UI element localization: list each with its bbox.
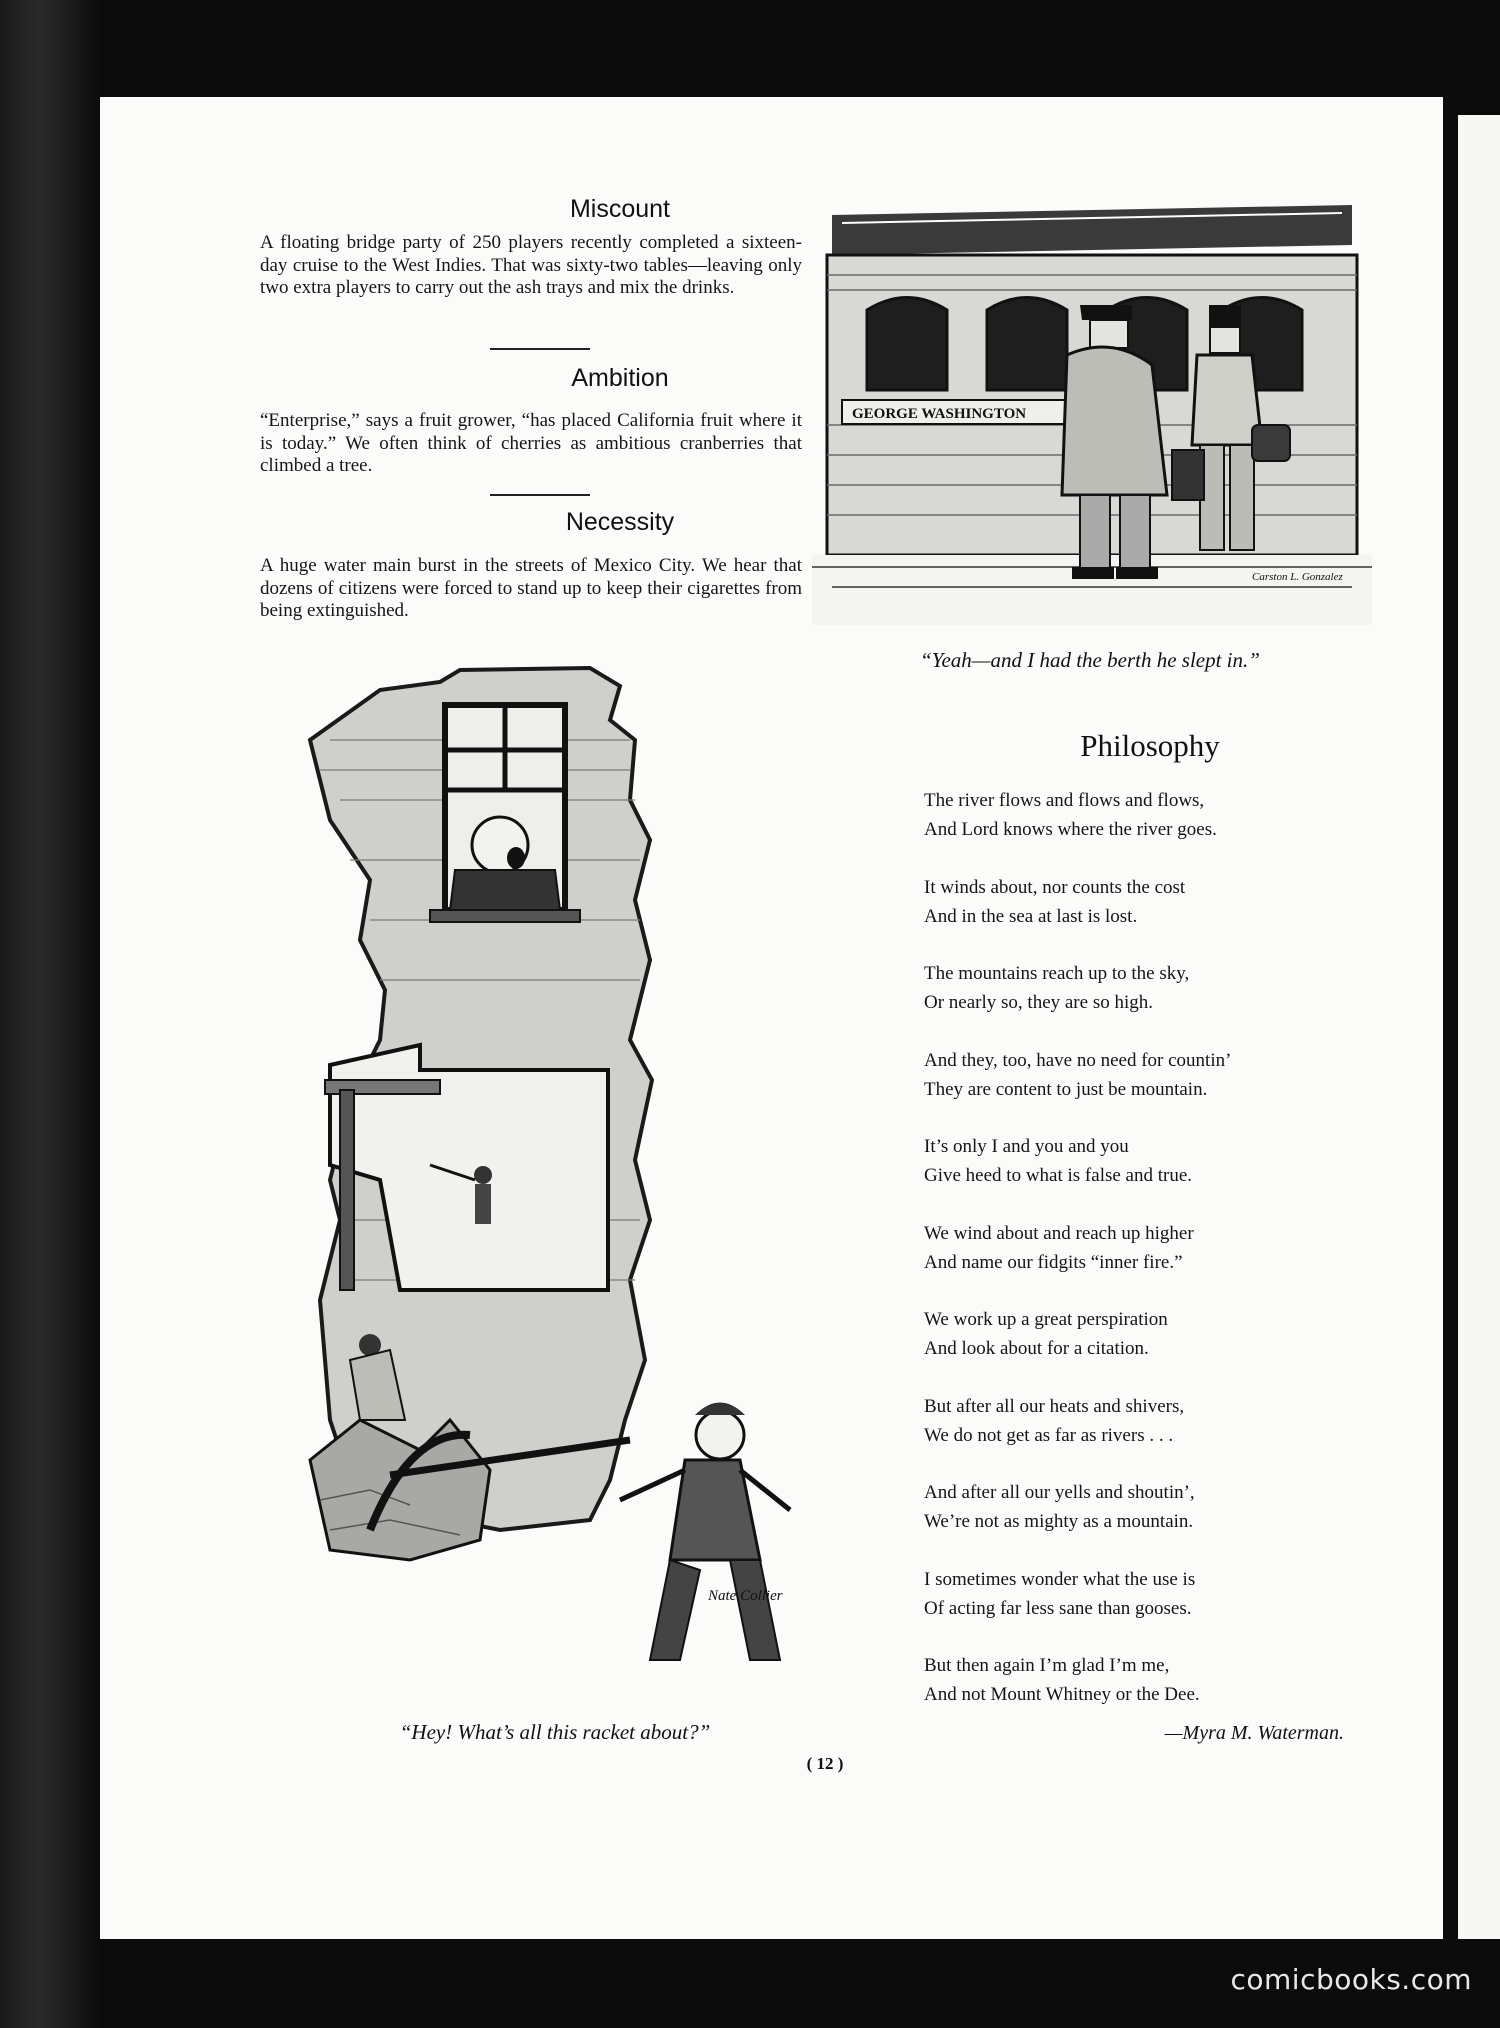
poem-line: And look about for a citation. xyxy=(924,1338,1149,1359)
poem-line: They are content to just be mountain. xyxy=(924,1078,1208,1100)
train-cartoon-caption: “Yeah—and I had the berth he slept in.” xyxy=(920,648,1260,672)
poem-line: Or nearly so, they are so high. xyxy=(924,992,1153,1013)
poem-stanza xyxy=(924,786,1344,844)
poem-line: But after all our heats and shivers, xyxy=(924,1395,1185,1417)
poem-line: But then again I’m glad I’m me, xyxy=(924,1655,1170,1676)
wall-cartoon xyxy=(290,660,830,1710)
train-cartoon xyxy=(812,195,1372,625)
poem-line: And name our fidgits “inner fire.” xyxy=(924,1251,1183,1273)
item-body-ambition: “Enterprise,” says a fruit grower, “has placed California fruit where it is today.” We often think of cherries as ambitious cranberries that climbed a tree. xyxy=(260,410,802,476)
poem-line: The mountains reach up to the sky, xyxy=(924,963,1190,984)
item-title-necessity: Necessity xyxy=(565,508,675,536)
poem-line: We do not get as far as rivers . . . xyxy=(924,1424,1174,1446)
poem-line: It winds about, nor counts the cost xyxy=(924,876,1186,898)
poem-line: And not Mount Whitney or the Dee. xyxy=(924,1684,1200,1705)
poem-stanza xyxy=(924,1132,1344,1190)
item-title-ambition: Ambition xyxy=(571,364,669,392)
train-cartoon-signature: Carston L. Gonzalez xyxy=(1252,571,1343,583)
poem-line: And after all our yells and shoutin’, xyxy=(924,1482,1195,1503)
poem-stanza xyxy=(924,1478,1344,1536)
poem-stanza xyxy=(924,1651,1344,1709)
wall-cartoon-caption: “Hey! What’s all this racket about?” xyxy=(399,1720,711,1744)
item-body-miscount: A floating bridge party of 250 players recently completed a sixteen-day cruise to the West Indies. That was sixty-two tables—leaving only two extra players to carry out the ash trays and mix the drinks. xyxy=(260,232,802,298)
poem-line: The river flows and flows and flows, xyxy=(924,790,1205,811)
scan-gutter xyxy=(0,0,100,2028)
poem-line: We work up a great perspiration xyxy=(924,1309,1168,1330)
poem-line: And they, too, have no need for countin’ xyxy=(924,1049,1232,1071)
poem-stanza xyxy=(924,873,1344,931)
poem-line: We’re not as mighty as a mountain. xyxy=(924,1511,1194,1532)
poem-line: We wind about and reach up higher xyxy=(924,1222,1194,1244)
wall-cartoon-signature: Nate Collier xyxy=(708,1588,783,1604)
poem-author: —Myra M. Waterman. xyxy=(1164,1722,1344,1744)
item-body-necessity: A huge water main burst in the streets of Mexico City. We hear that dozens of citizens were forced to stand up to keep their cigarettes from being extinguished. xyxy=(260,555,802,621)
adjacent-page-edge xyxy=(1458,115,1500,1939)
poem-stanza xyxy=(924,1046,1344,1104)
poem-line: Give heed to what is false and true. xyxy=(924,1165,1193,1186)
poem-line: And in the sea at last is lost. xyxy=(924,905,1138,927)
poem-body xyxy=(924,786,1344,1738)
divider xyxy=(490,494,590,496)
divider xyxy=(490,348,590,350)
car-sign: GEORGE WASHINGTON xyxy=(852,406,1027,422)
site-watermark: comicbooks.com xyxy=(1230,1963,1472,1996)
item-title-miscount: Miscount xyxy=(569,195,671,223)
poem-line: It’s only I and you and you xyxy=(924,1136,1129,1157)
page-number: ( 12 ) xyxy=(806,1754,844,1773)
poem-title: Philosophy xyxy=(1080,728,1220,763)
poem-stanza xyxy=(924,1392,1344,1450)
poem-line: And Lord knows where the river goes. xyxy=(924,819,1217,840)
poem-stanza xyxy=(924,1219,1344,1277)
poem-stanza xyxy=(924,959,1344,1017)
poem-line: I sometimes wonder what the use is xyxy=(924,1568,1196,1590)
poem-stanza xyxy=(924,1565,1344,1623)
poem-stanza xyxy=(924,1305,1344,1363)
poem-line: Of acting far less sane than gooses. xyxy=(924,1597,1192,1619)
